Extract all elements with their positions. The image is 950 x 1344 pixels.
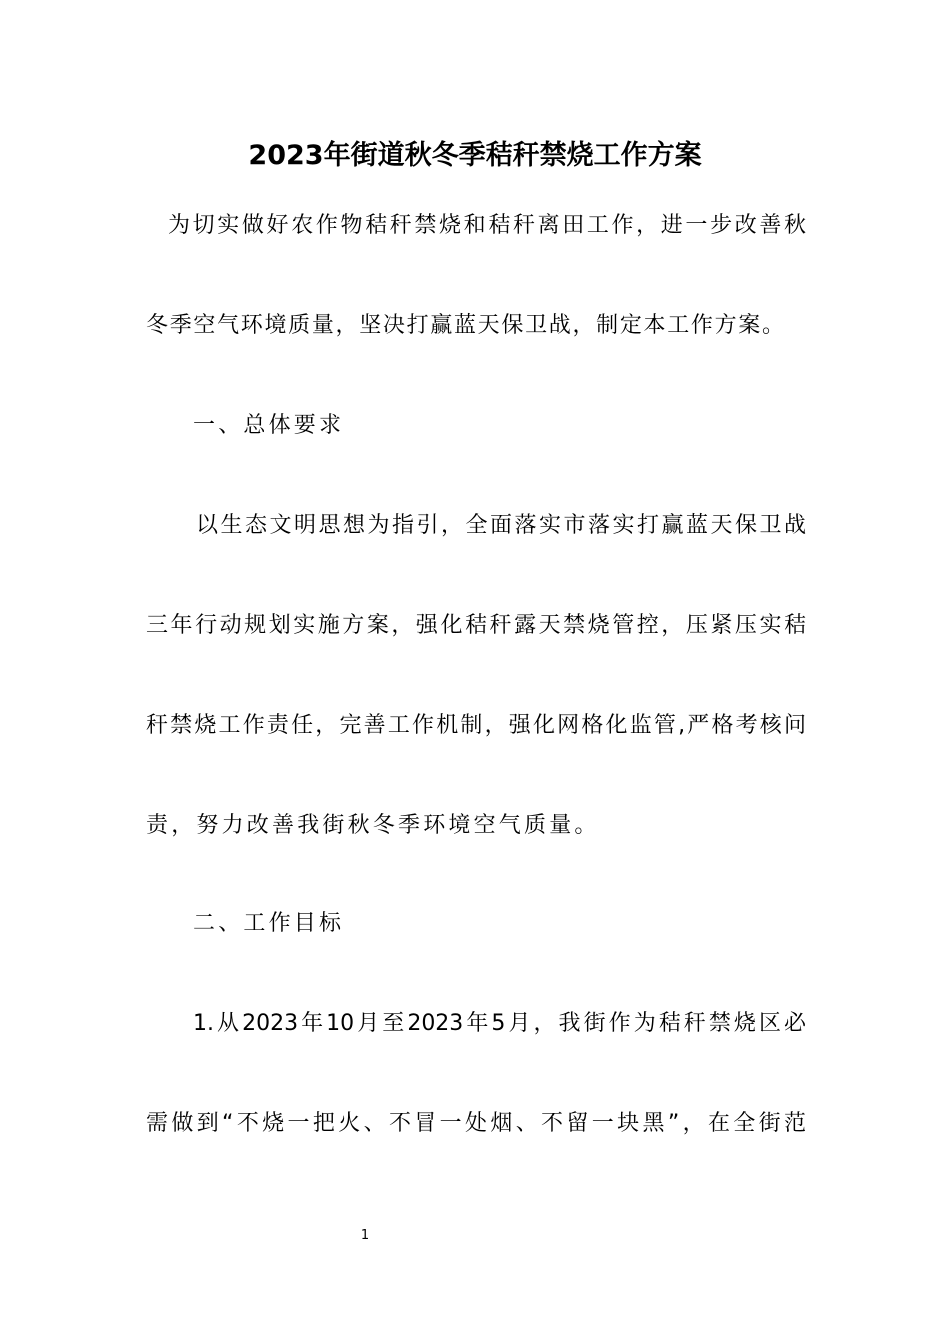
- paragraph-line: 秆禁烧工作责任，完善工作机制，强化网格化监管,严格考核问: [146, 713, 806, 738]
- paragraph-line: 冬季空气环境质量，坚决打赢蓝天保卫战，制定本工作方案。: [146, 313, 784, 338]
- page-number: 1: [360, 1228, 370, 1243]
- document-title: 2023年街道秋冬季秸秆禁烧工作方案: [248, 140, 702, 171]
- section-heading: 二、工作目标: [193, 911, 345, 936]
- paragraph-line: 责，努力改善我街秋冬季环境空气质量。: [146, 813, 600, 838]
- paragraph-line: 以生态文明思想为指引，全面落实市落实打赢蓝天保卫战: [196, 513, 806, 538]
- section-heading: 一、总体要求: [193, 413, 345, 438]
- paragraph-line: 1.从2023年10月至2023年5月，我街作为秸秆禁烧区必: [193, 1011, 806, 1036]
- paragraph-line: 需做到“不烧一把火、不冒一处烟、不留一块黑”，在全街范: [146, 1111, 806, 1136]
- paragraph-line: 为切实做好农作物秸秆禁烧和秸秆离田工作，进一步改善秋: [168, 213, 806, 238]
- paragraph-line: 三年行动规划实施方案，强化秸秆露天禁烧管控，压紧压实秸: [146, 613, 806, 638]
